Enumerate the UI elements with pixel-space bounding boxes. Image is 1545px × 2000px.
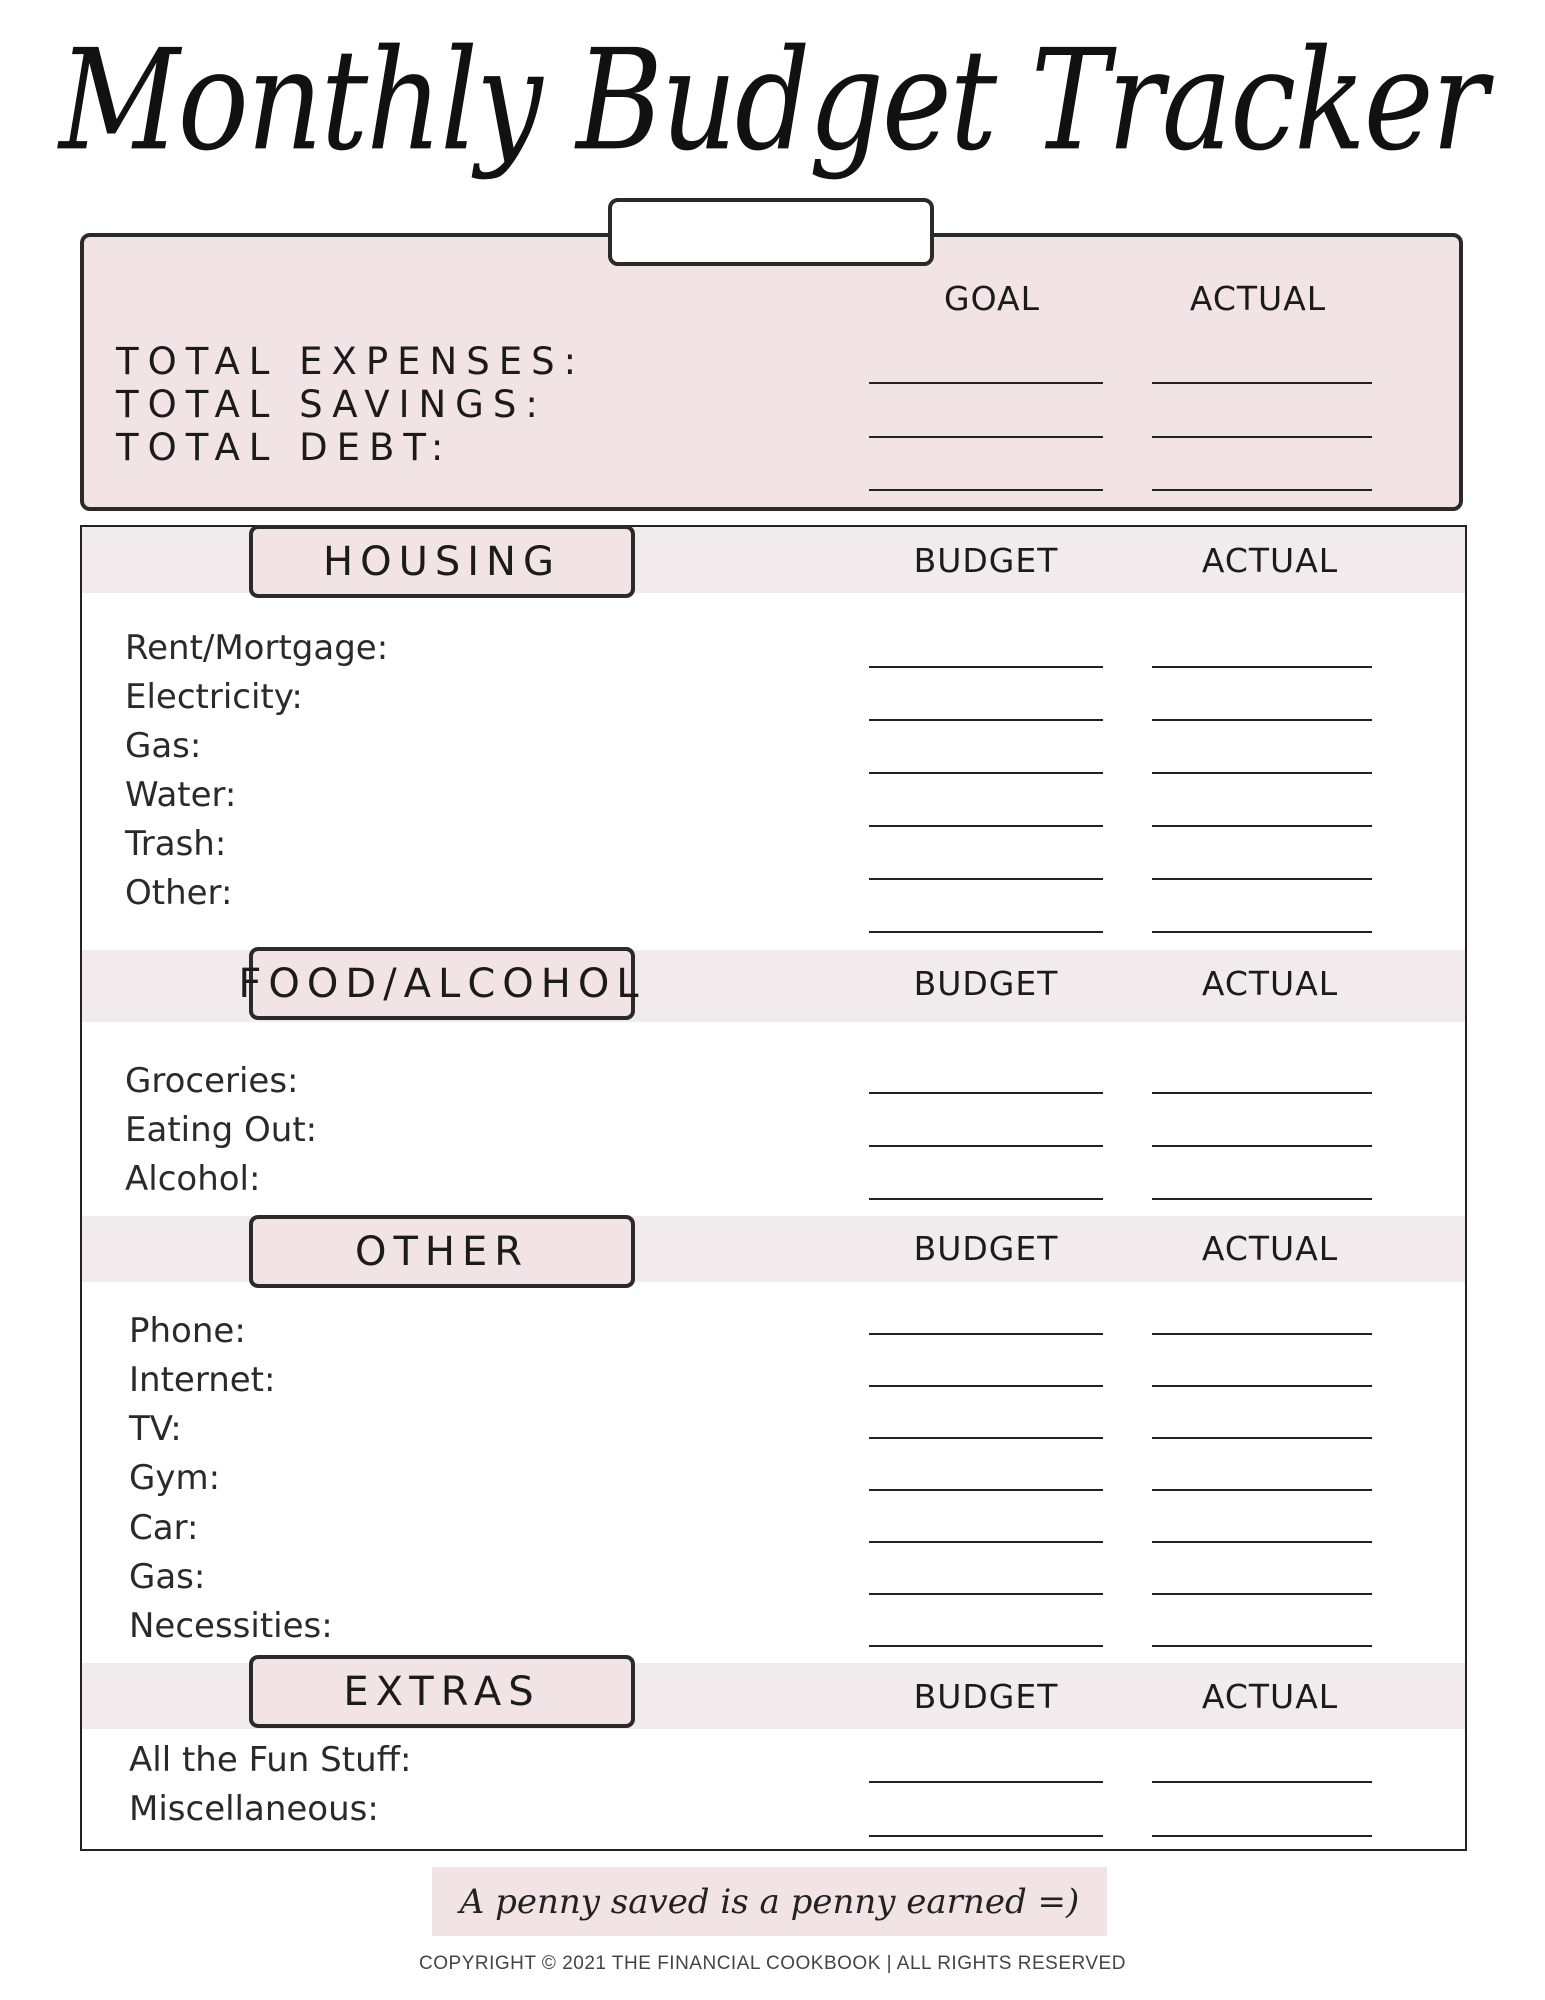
actual-line[interactable] bbox=[1152, 1437, 1372, 1439]
actual-line[interactable] bbox=[1152, 666, 1372, 668]
actual-line[interactable] bbox=[1152, 719, 1372, 721]
total-expenses-label: TOTAL EXPENSES: bbox=[116, 340, 586, 383]
item-rent-mortgage: Rent/Mortgage: bbox=[125, 628, 389, 668]
other-budget-header: BUDGET bbox=[913, 1229, 1059, 1268]
item-gym: Gym: bbox=[129, 1458, 221, 1498]
actual-line[interactable] bbox=[1152, 878, 1372, 880]
other-section-title: OTHER bbox=[249, 1215, 635, 1288]
budget-line[interactable] bbox=[869, 1092, 1103, 1094]
item-gas-car: Gas: bbox=[129, 1557, 206, 1597]
total-expenses-actual-line[interactable] bbox=[1152, 382, 1372, 384]
budget-line[interactable] bbox=[869, 1145, 1103, 1147]
item-water: Water: bbox=[125, 775, 237, 815]
item-fun-stuff: All the Fun Stuff: bbox=[129, 1740, 412, 1780]
item-trash: Trash: bbox=[125, 824, 227, 864]
total-debt-label: TOTAL DEBT: bbox=[116, 426, 453, 469]
footer-quote: A penny saved is a penny earned =) bbox=[432, 1867, 1107, 1936]
other-actual-header: ACTUAL bbox=[1201, 1229, 1339, 1268]
budget-line[interactable] bbox=[869, 1645, 1103, 1647]
item-alcohol: Alcohol: bbox=[125, 1159, 261, 1199]
total-savings-goal-line[interactable] bbox=[869, 436, 1103, 438]
budget-line[interactable] bbox=[869, 719, 1103, 721]
budget-line[interactable] bbox=[869, 1489, 1103, 1491]
actual-line[interactable] bbox=[1152, 1489, 1372, 1491]
goal-column-header: GOAL bbox=[944, 279, 1040, 318]
food-section-title: FOOD/ALCOHOL bbox=[249, 947, 635, 1020]
housing-budget-header: BUDGET bbox=[913, 541, 1059, 580]
item-phone: Phone: bbox=[129, 1311, 246, 1351]
extras-actual-header: ACTUAL bbox=[1201, 1677, 1339, 1716]
budget-line[interactable] bbox=[869, 1333, 1103, 1335]
actual-line[interactable] bbox=[1152, 1781, 1372, 1783]
budget-line[interactable] bbox=[869, 666, 1103, 668]
item-electricity: Electricity: bbox=[125, 677, 303, 717]
actual-line[interactable] bbox=[1152, 1333, 1372, 1335]
copyright-text: COPYRIGHT © 2021 THE FINANCIAL COOKBOOK | ALL RIGHTS RESERVED bbox=[419, 1953, 1126, 1974]
total-debt-goal-line[interactable] bbox=[869, 489, 1103, 491]
item-car: Car: bbox=[129, 1508, 199, 1548]
categories-frame bbox=[80, 525, 1467, 1851]
extras-section-title: EXTRAS bbox=[249, 1655, 635, 1728]
actual-line[interactable] bbox=[1152, 1145, 1372, 1147]
budget-line[interactable] bbox=[869, 825, 1103, 827]
extras-budget-header: BUDGET bbox=[913, 1677, 1059, 1716]
actual-line[interactable] bbox=[1152, 1835, 1372, 1837]
budget-line[interactable] bbox=[869, 1437, 1103, 1439]
item-miscellaneous: Miscellaneous: bbox=[129, 1789, 379, 1829]
total-savings-actual-line[interactable] bbox=[1152, 436, 1372, 438]
item-tv: TV: bbox=[129, 1409, 182, 1449]
actual-line[interactable] bbox=[1152, 825, 1372, 827]
budget-line[interactable] bbox=[869, 772, 1103, 774]
budget-line[interactable] bbox=[869, 931, 1103, 933]
actual-line[interactable] bbox=[1152, 1092, 1372, 1094]
housing-section-title: HOUSING bbox=[249, 525, 635, 598]
actual-column-header: ACTUAL bbox=[1189, 279, 1327, 318]
item-internet: Internet: bbox=[129, 1360, 276, 1400]
actual-line[interactable] bbox=[1152, 1385, 1372, 1387]
food-budget-header: BUDGET bbox=[913, 964, 1059, 1003]
budget-line[interactable] bbox=[869, 1781, 1103, 1783]
page-title: Monthly Budget Tracker bbox=[58, 18, 1487, 182]
actual-line[interactable] bbox=[1152, 1198, 1372, 1200]
month-input-box[interactable] bbox=[608, 198, 934, 266]
total-savings-label: TOTAL SAVINGS: bbox=[116, 383, 547, 426]
housing-actual-header: ACTUAL bbox=[1201, 541, 1339, 580]
total-debt-actual-line[interactable] bbox=[1152, 489, 1372, 491]
actual-line[interactable] bbox=[1152, 772, 1372, 774]
total-expenses-goal-line[interactable] bbox=[869, 382, 1103, 384]
actual-line[interactable] bbox=[1152, 1593, 1372, 1595]
item-eating-out: Eating Out: bbox=[125, 1110, 318, 1150]
item-necessities: Necessities: bbox=[129, 1606, 333, 1646]
budget-line[interactable] bbox=[869, 878, 1103, 880]
actual-line[interactable] bbox=[1152, 1645, 1372, 1647]
item-other: Other: bbox=[125, 873, 233, 913]
budget-line[interactable] bbox=[869, 1593, 1103, 1595]
budget-line[interactable] bbox=[869, 1385, 1103, 1387]
item-gas: Gas: bbox=[125, 726, 202, 766]
food-actual-header: ACTUAL bbox=[1201, 964, 1339, 1003]
actual-line[interactable] bbox=[1152, 1541, 1372, 1543]
actual-line[interactable] bbox=[1152, 931, 1372, 933]
item-groceries: Groceries: bbox=[125, 1061, 299, 1101]
budget-line[interactable] bbox=[869, 1835, 1103, 1837]
budget-line[interactable] bbox=[869, 1198, 1103, 1200]
budget-line[interactable] bbox=[869, 1541, 1103, 1543]
